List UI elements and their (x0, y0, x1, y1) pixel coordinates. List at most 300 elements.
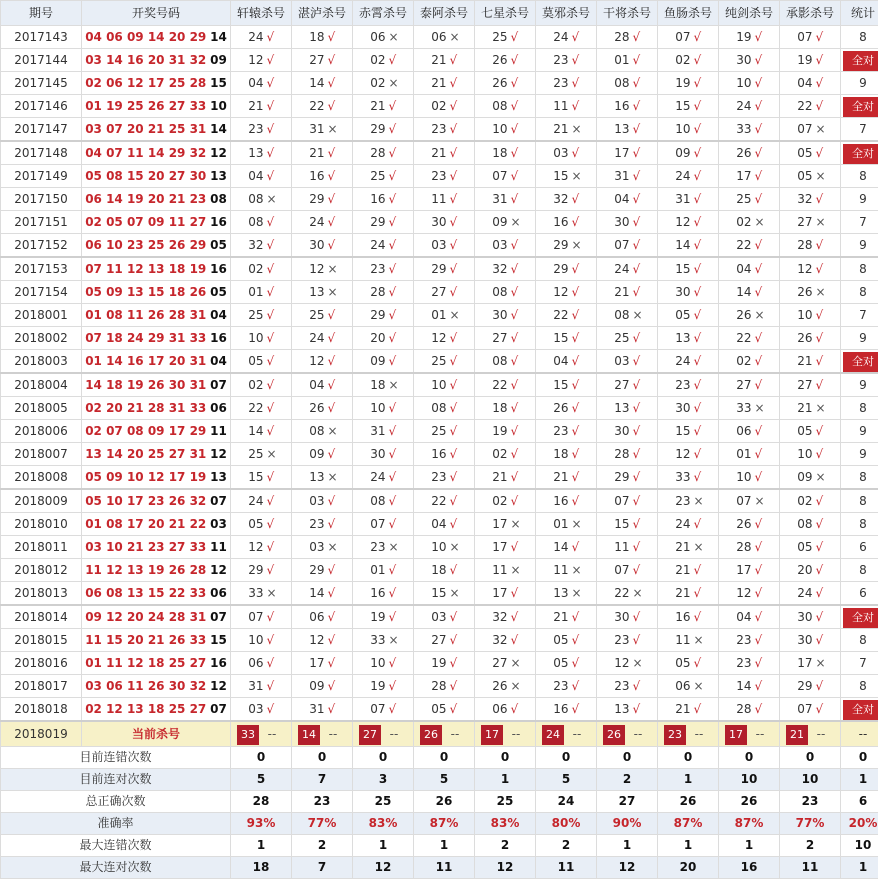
table-row (1, 420, 878, 443)
summary-value: 12 (353, 857, 414, 879)
kill-number: 10 (370, 656, 386, 670)
kill-number: 10 (797, 308, 813, 322)
issue-cell: 2018015 (1, 629, 82, 652)
kill-cell (536, 536, 597, 559)
check-icon: √ (632, 146, 641, 160)
kill-cell (475, 489, 536, 513)
kill-number: 08 (614, 308, 630, 322)
kill-number: 19 (370, 610, 386, 624)
check-icon: √ (327, 30, 336, 44)
kill-cell (658, 165, 719, 188)
kill-number: 10 (492, 122, 508, 136)
kill-number: 04 (248, 76, 264, 90)
kill-cell (475, 234, 536, 258)
red-balls: 11 12 13 19 26 28 (85, 563, 207, 577)
red-balls: 05 09 10 12 17 19 (85, 470, 207, 484)
kill-cell (658, 675, 719, 698)
kill-number: 21 (797, 354, 813, 368)
kill-number: 17 (492, 540, 508, 554)
kill-number: 13 (614, 702, 630, 716)
kill-cell (353, 211, 414, 234)
check-icon: √ (327, 447, 336, 461)
blue-ball: 12 (210, 679, 227, 693)
kill-number: 04 (553, 354, 569, 368)
draw-numbers-cell (82, 466, 231, 490)
pending-dash: -- (816, 727, 826, 741)
kill-number: 13 (614, 122, 630, 136)
check-icon: √ (449, 192, 458, 206)
kill-number: 24 (370, 238, 386, 252)
kill-number: 06 (431, 30, 447, 44)
cross-icon: × (571, 563, 582, 577)
draw-numbers-cell (82, 582, 231, 606)
blue-ball: 13 (210, 470, 227, 484)
kill-cell (414, 188, 475, 211)
kill-cell (658, 397, 719, 420)
blue-ball: 16 (210, 331, 227, 345)
kill-number: 31 (614, 169, 630, 183)
table-header-row (1, 1, 878, 26)
check-icon: √ (388, 470, 397, 484)
summary-label: 最大连对次数 (1, 857, 231, 879)
red-balls: 07 11 12 13 18 19 (85, 262, 207, 276)
issue-cell: 2018007 (1, 443, 82, 466)
check-icon: √ (754, 192, 763, 206)
kill-number: 16 (614, 99, 630, 113)
kill-cell (353, 397, 414, 420)
check-icon: √ (815, 262, 824, 276)
summary-row (1, 769, 878, 791)
kill-cell (231, 397, 292, 420)
kill-number: 05 (675, 656, 691, 670)
summary-row (1, 791, 878, 813)
kill-cell (780, 629, 841, 652)
draw-numbers-cell (82, 304, 231, 327)
kill-cell (780, 211, 841, 234)
check-icon: √ (693, 99, 702, 113)
summary-row (1, 813, 878, 835)
check-icon: √ (266, 494, 275, 508)
kill-cell (780, 49, 841, 72)
draw-numbers-cell (82, 629, 231, 652)
blue-ball: 16 (210, 656, 227, 670)
cross-icon: × (388, 30, 399, 44)
check-icon: √ (266, 76, 275, 90)
kill-number: 29 (370, 215, 386, 229)
red-balls: 04 06 09 14 20 29 (85, 30, 207, 44)
kill-cell (353, 582, 414, 606)
check-icon: √ (571, 540, 580, 554)
kill-cell (658, 26, 719, 49)
kill-number: 23 (553, 53, 569, 67)
summary-value: 10 (841, 835, 878, 857)
kill-number: 02 (431, 99, 447, 113)
check-icon: √ (632, 378, 641, 392)
kill-cell (780, 188, 841, 211)
current-pick-cell (780, 721, 841, 747)
check-icon: √ (571, 146, 580, 160)
kill-cell (414, 698, 475, 722)
kill-number: 29 (797, 679, 813, 693)
kill-number: 08 (614, 76, 630, 90)
kill-number: 05 (248, 354, 264, 368)
blue-ball: 10 (210, 99, 227, 113)
kill-number: 31 (370, 424, 386, 438)
check-icon: √ (815, 354, 824, 368)
kill-number: 09 (492, 215, 508, 229)
check-icon: √ (266, 679, 275, 693)
kill-cell (475, 327, 536, 350)
kill-cell (719, 373, 780, 397)
kill-number: 28 (614, 30, 630, 44)
check-icon: √ (327, 354, 336, 368)
kill-cell (597, 165, 658, 188)
summary-value: 25 (353, 791, 414, 813)
kill-number: 21 (675, 563, 691, 577)
draw-numbers-cell (82, 489, 231, 513)
red-balls: 06 08 13 15 22 33 (85, 586, 207, 600)
kill-cell (536, 652, 597, 675)
check-icon: √ (510, 702, 519, 716)
current-pick: 27 (359, 725, 381, 745)
cross-icon: × (510, 215, 521, 229)
kill-cell (231, 698, 292, 722)
table-row (1, 188, 878, 211)
kill-number: 26 (492, 679, 508, 693)
kill-cell (231, 559, 292, 582)
check-icon: √ (266, 470, 275, 484)
summary-value: 12 (475, 857, 536, 879)
check-icon: √ (327, 610, 336, 624)
check-icon: √ (510, 378, 519, 392)
kill-number: 23 (248, 122, 264, 136)
kill-number: 02 (370, 76, 386, 90)
kill-number: 03 (614, 354, 630, 368)
kill-cell (658, 698, 719, 722)
kill-number: 21 (431, 76, 447, 90)
kill-cell (597, 443, 658, 466)
kill-number: 19 (492, 424, 508, 438)
issue-cell: 2018010 (1, 513, 82, 536)
kill-number: 23 (431, 470, 447, 484)
issue-cell: 2017144 (1, 49, 82, 72)
kill-cell (292, 234, 353, 258)
kill-number: 16 (370, 192, 386, 206)
cross-icon: × (754, 215, 765, 229)
issue-cell: 2018009 (1, 489, 82, 513)
kill-number: 31 (675, 192, 691, 206)
cross-icon: × (449, 586, 460, 600)
summary-value: 0 (292, 747, 353, 769)
col-stat: 统计 (841, 1, 878, 26)
kill-number: 07 (370, 517, 386, 531)
kill-cell (231, 118, 292, 142)
blue-ball: 12 (210, 146, 227, 160)
issue-cell: 2018003 (1, 350, 82, 374)
kill-cell (292, 582, 353, 606)
kill-number: 02 (248, 262, 264, 276)
kill-cell (231, 350, 292, 374)
kill-cell (597, 26, 658, 49)
kill-cell (719, 49, 780, 72)
kill-number: 07 (797, 122, 813, 136)
check-icon: √ (449, 285, 458, 299)
issue-cell: 2018002 (1, 327, 82, 350)
kill-cell (292, 118, 353, 142)
kill-cell (658, 559, 719, 582)
check-icon: √ (327, 146, 336, 160)
check-icon: √ (693, 378, 702, 392)
check-icon: √ (815, 238, 824, 252)
kill-cell (597, 49, 658, 72)
kill-number: 29 (614, 470, 630, 484)
check-icon: √ (327, 679, 336, 693)
current-pick: 14 (298, 725, 320, 745)
kill-cell (536, 188, 597, 211)
kill-cell (780, 257, 841, 281)
kill-cell (231, 165, 292, 188)
kill-cell (292, 397, 353, 420)
kill-number: 27 (492, 656, 508, 670)
col-kill-2: 湛泸杀号 (292, 1, 353, 26)
issue-cell: 2017146 (1, 95, 82, 118)
cross-icon: × (815, 215, 826, 229)
kill-number: 19 (431, 656, 447, 670)
check-icon: √ (754, 238, 763, 252)
kill-cell (719, 257, 780, 281)
kill-number: 06 (370, 30, 386, 44)
check-icon: √ (449, 53, 458, 67)
summary-value: 90% (597, 813, 658, 835)
cross-icon: × (815, 169, 826, 183)
check-icon: √ (571, 633, 580, 647)
kill-number: 16 (553, 494, 569, 508)
kill-number: 29 (309, 563, 325, 577)
summary-value: 10 (719, 769, 780, 791)
kill-number: 30 (675, 285, 691, 299)
check-icon: √ (571, 702, 580, 716)
kill-cell (353, 420, 414, 443)
kill-cell (475, 466, 536, 490)
blue-ball: 15 (210, 76, 227, 90)
kill-number: 22 (736, 331, 752, 345)
kill-number: 23 (431, 122, 447, 136)
summary-value: 2 (292, 835, 353, 857)
cross-icon: × (510, 656, 521, 670)
check-icon: √ (449, 401, 458, 415)
kill-number: 27 (797, 378, 813, 392)
check-icon: √ (571, 679, 580, 693)
kill-number: 12 (675, 215, 691, 229)
kill-cell (414, 165, 475, 188)
red-balls: 06 14 19 20 21 23 (85, 192, 207, 206)
check-icon: √ (632, 517, 641, 531)
kill-cell (780, 605, 841, 629)
check-icon: √ (815, 378, 824, 392)
kill-cell (292, 141, 353, 165)
kill-cell (292, 257, 353, 281)
all-correct-badge: 全对 (843, 352, 878, 372)
kill-cell (414, 327, 475, 350)
kill-cell (353, 489, 414, 513)
kill-number: 09 (309, 679, 325, 693)
check-icon: √ (510, 308, 519, 322)
kill-number: 21 (309, 146, 325, 160)
col-kill-10: 承影杀号 (780, 1, 841, 26)
kill-number: 30 (431, 215, 447, 229)
kill-number: 14 (553, 540, 569, 554)
cross-icon: × (266, 586, 277, 600)
kill-cell (780, 559, 841, 582)
check-icon: √ (571, 470, 580, 484)
kill-cell (475, 118, 536, 142)
summary-value: 1 (719, 835, 780, 857)
stat-cell: 8 (841, 513, 878, 536)
table-body (1, 26, 878, 879)
check-icon: √ (693, 308, 702, 322)
cross-icon: × (327, 262, 338, 276)
check-icon: √ (693, 262, 702, 276)
kill-cell (658, 629, 719, 652)
check-icon: √ (388, 401, 397, 415)
check-icon: √ (449, 76, 458, 90)
kill-cell (597, 675, 658, 698)
cross-icon: × (571, 517, 582, 531)
cross-icon: × (327, 470, 338, 484)
kill-cell (353, 466, 414, 490)
check-icon: √ (815, 610, 824, 624)
check-icon: √ (815, 517, 824, 531)
kill-cell (475, 698, 536, 722)
kill-number: 03 (309, 540, 325, 554)
blue-ball: 11 (210, 424, 227, 438)
stat-cell: 8 (841, 466, 878, 490)
pending-dash: -- (328, 727, 338, 741)
summary-value: 12 (597, 857, 658, 879)
check-icon: √ (449, 679, 458, 693)
kill-cell (536, 26, 597, 49)
kill-cell (658, 281, 719, 304)
kill-cell (597, 373, 658, 397)
kill-number: 24 (553, 30, 569, 44)
kill-number: 16 (309, 169, 325, 183)
table-row (1, 141, 878, 165)
summary-value: 87% (414, 813, 475, 835)
check-icon: √ (693, 122, 702, 136)
blue-ball: 07 (210, 494, 227, 508)
check-icon: √ (510, 633, 519, 647)
kill-number: 22 (492, 378, 508, 392)
check-icon: √ (754, 656, 763, 670)
kill-cell (780, 373, 841, 397)
kill-cell (780, 327, 841, 350)
blue-ball: 05 (210, 285, 227, 299)
stat-cell (841, 141, 878, 165)
kill-cell (292, 698, 353, 722)
issue-cell: 2018008 (1, 466, 82, 490)
check-icon: √ (449, 215, 458, 229)
kill-number: 18 (370, 378, 386, 392)
table-row (1, 466, 878, 490)
table-row (1, 397, 878, 420)
kill-cell (780, 536, 841, 559)
check-icon: √ (571, 76, 580, 90)
check-icon: √ (388, 192, 397, 206)
table-row (1, 72, 878, 95)
kill-cell (353, 49, 414, 72)
kill-number: 07 (492, 169, 508, 183)
kill-cell (292, 188, 353, 211)
red-balls: 02 12 13 18 25 27 (85, 702, 207, 716)
kill-number: 16 (370, 586, 386, 600)
check-icon: √ (327, 99, 336, 113)
kill-number: 06 (248, 656, 264, 670)
check-icon: √ (388, 702, 397, 716)
issue-cell: 2018005 (1, 397, 82, 420)
kill-cell (536, 95, 597, 118)
kill-number: 13 (309, 470, 325, 484)
kill-number: 14 (736, 285, 752, 299)
kill-cell (719, 95, 780, 118)
summary-label: 最大连错次数 (1, 835, 231, 857)
kill-number: 12 (553, 285, 569, 299)
check-icon: √ (388, 122, 397, 136)
cross-icon: × (266, 192, 277, 206)
check-icon: √ (693, 169, 702, 183)
kill-number: 06 (492, 702, 508, 716)
summary-value: 87% (719, 813, 780, 835)
kill-cell (414, 95, 475, 118)
kill-cell (780, 118, 841, 142)
kill-number: 19 (797, 53, 813, 67)
kill-number: 26 (492, 76, 508, 90)
kill-number: 25 (431, 354, 447, 368)
kill-cell (414, 652, 475, 675)
check-icon: √ (632, 262, 641, 276)
check-icon: √ (815, 99, 824, 113)
check-icon: √ (510, 540, 519, 554)
kill-cell (536, 350, 597, 374)
kill-cell (414, 420, 475, 443)
kill-cell (353, 698, 414, 722)
kill-number: 31 (492, 192, 508, 206)
kill-cell (353, 559, 414, 582)
kill-number: 12 (675, 447, 691, 461)
check-icon: √ (693, 610, 702, 624)
kill-cell (292, 466, 353, 490)
kill-cell (353, 118, 414, 142)
kill-cell (292, 72, 353, 95)
summary-value: 27 (597, 791, 658, 813)
kill-number: 07 (675, 30, 691, 44)
check-icon: √ (693, 470, 702, 484)
kill-cell (292, 327, 353, 350)
kill-cell (292, 304, 353, 327)
kill-number: 17 (736, 563, 752, 577)
summary-value: 23 (780, 791, 841, 813)
kill-cell (231, 49, 292, 72)
kill-number: 25 (736, 192, 752, 206)
kill-cell (597, 327, 658, 350)
check-icon: √ (815, 586, 824, 600)
summary-value: 0 (231, 747, 292, 769)
cross-icon: × (693, 633, 704, 647)
blue-ball: 16 (210, 215, 227, 229)
kill-cell (719, 141, 780, 165)
kill-number: 15 (553, 169, 569, 183)
kill-number: 11 (553, 563, 569, 577)
kill-cell (719, 72, 780, 95)
